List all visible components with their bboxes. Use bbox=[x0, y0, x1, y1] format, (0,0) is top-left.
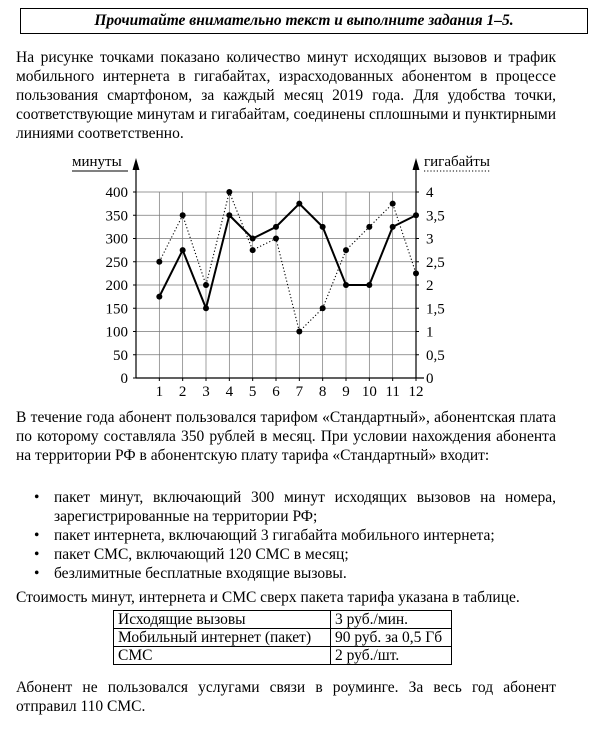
minutes-point bbox=[413, 212, 419, 218]
table-cell: СМС bbox=[114, 647, 331, 665]
gigabytes-point bbox=[366, 224, 372, 230]
x-tick-label: 10 bbox=[361, 384, 377, 400]
table-cell: Мобильный интернет (пакет) bbox=[114, 629, 331, 647]
usage-chart bbox=[0, 150, 616, 400]
minutes-point bbox=[226, 212, 232, 218]
final-paragraph: Абонент не пользовался услугами связи в роуминге. За весь год абонент отправил 110 СМС. bbox=[16, 679, 556, 715]
bullet-item: • пакет интернета, включающий 3 гигабайта мобильного интернета; bbox=[16, 526, 556, 545]
minutes-point bbox=[156, 294, 162, 300]
minutes-point bbox=[343, 282, 349, 288]
right-tick-label: 4 bbox=[426, 185, 434, 201]
x-tick-label: 12 bbox=[408, 384, 424, 400]
gigabytes-point bbox=[413, 270, 419, 276]
gigabytes-point bbox=[390, 201, 396, 207]
task-header: Прочитайте внимательно текст и выполните задания 1–5. bbox=[20, 8, 588, 34]
right-tick-label: 2 bbox=[426, 278, 434, 294]
gigabytes-point bbox=[156, 259, 162, 265]
x-tick-label: 5 bbox=[248, 384, 257, 400]
gigabytes-point bbox=[250, 247, 256, 253]
gigabytes-point bbox=[320, 305, 326, 311]
intro-paragraph: На рисунке точками показано количество минут исходящих вызовов и трафик мобильного интернета в гигабайтах, израсходованных абонентом в процессе пользования смартфоном, за каждый месяц 2019 года. Для удобства точки, соответствующие минутам и гигабайтам, соединены сплошными и пунктирными линиями соответственно. bbox=[16, 49, 556, 142]
minutes-point bbox=[203, 305, 209, 311]
x-tick-label: 11 bbox=[385, 384, 400, 400]
gigabytes-point bbox=[273, 236, 279, 242]
minutes-point bbox=[273, 224, 279, 230]
minutes-point bbox=[296, 201, 302, 207]
bullet-item: • безлимитные бесплатные входящие вызовы. bbox=[16, 564, 556, 583]
gigabytes-point bbox=[226, 189, 232, 195]
right-axis-label: гигабайты bbox=[424, 154, 490, 170]
table-cell: 3 руб./мин. bbox=[331, 611, 452, 629]
table-row bbox=[114, 647, 452, 665]
minutes-series-line bbox=[159, 204, 416, 309]
x-tick-label: 6 bbox=[272, 384, 280, 400]
left-tick-label: 400 bbox=[105, 185, 128, 201]
minutes-point bbox=[180, 247, 186, 253]
right-axis-arrow bbox=[413, 158, 420, 170]
left-tick-label: 0 bbox=[120, 371, 128, 387]
left-tick-label: 300 bbox=[105, 231, 128, 248]
right-tick-label: 3 bbox=[426, 231, 434, 248]
cost-paragraph: Стоимость минут, интернета и СМС сверх пакета тарифа указана в таблице. bbox=[16, 589, 520, 606]
x-tick-label: 7 bbox=[295, 384, 304, 400]
left-tick-label: 50 bbox=[113, 347, 128, 364]
right-tick-label: 0,5 bbox=[426, 347, 445, 364]
x-tick-label: 9 bbox=[342, 384, 350, 400]
table-row bbox=[114, 629, 452, 647]
left-tick-label: 150 bbox=[105, 301, 128, 318]
minutes-point bbox=[320, 224, 326, 230]
right-tick-label: 2,5 bbox=[426, 254, 445, 271]
table-cell: Исходящие вызовы bbox=[114, 611, 331, 629]
x-tick-label: 1 bbox=[155, 384, 164, 400]
minutes-point bbox=[366, 282, 372, 288]
x-tick-label: 8 bbox=[318, 384, 327, 400]
right-tick-label: 1,5 bbox=[426, 301, 445, 318]
left-tick-label: 100 bbox=[105, 324, 128, 341]
tariff-bullet-list bbox=[16, 488, 556, 583]
left-axis-label: минуты bbox=[72, 154, 122, 170]
right-tick-label: 1 bbox=[426, 324, 434, 341]
left-tick-label: 350 bbox=[105, 208, 128, 225]
x-tick-label: 2 bbox=[178, 384, 187, 400]
table-cell: 90 руб. за 0,5 Гб bbox=[331, 629, 452, 647]
tariff-paragraph: В течение года абонент пользовался тарифом «Стандартный», абонентская плата по которому составляла 350 рублей в месяц. При условии нахождения абонента на территории РФ в абонентскую плату тарифа «Стандартный» входит: bbox=[16, 409, 556, 464]
left-tick-label: 200 bbox=[105, 278, 128, 294]
bullet-item: • пакет СМС, включающий 120 СМС в месяц; bbox=[16, 545, 556, 564]
gigabytes-point bbox=[296, 329, 302, 335]
gigabytes-point bbox=[343, 247, 349, 253]
right-tick-label: 0 bbox=[426, 371, 434, 387]
minutes-point bbox=[390, 224, 396, 230]
left-axis-arrow bbox=[133, 158, 140, 170]
x-tick-label: 3 bbox=[202, 384, 210, 400]
table-row bbox=[114, 611, 452, 629]
minutes-point bbox=[250, 236, 256, 242]
right-tick-label: 3,5 bbox=[426, 208, 445, 225]
gigabytes-point bbox=[180, 212, 186, 218]
rates-table bbox=[113, 610, 452, 665]
x-tick-label: 4 bbox=[225, 384, 234, 400]
left-tick-label: 250 bbox=[105, 254, 128, 271]
table-cell: 2 руб./шт. bbox=[331, 647, 452, 665]
bullet-item: • пакет минут, включающий 300 минут исходящих вызовов на номера, зарегистрированные на территории РФ; bbox=[16, 488, 556, 526]
gigabytes-point bbox=[203, 282, 209, 288]
